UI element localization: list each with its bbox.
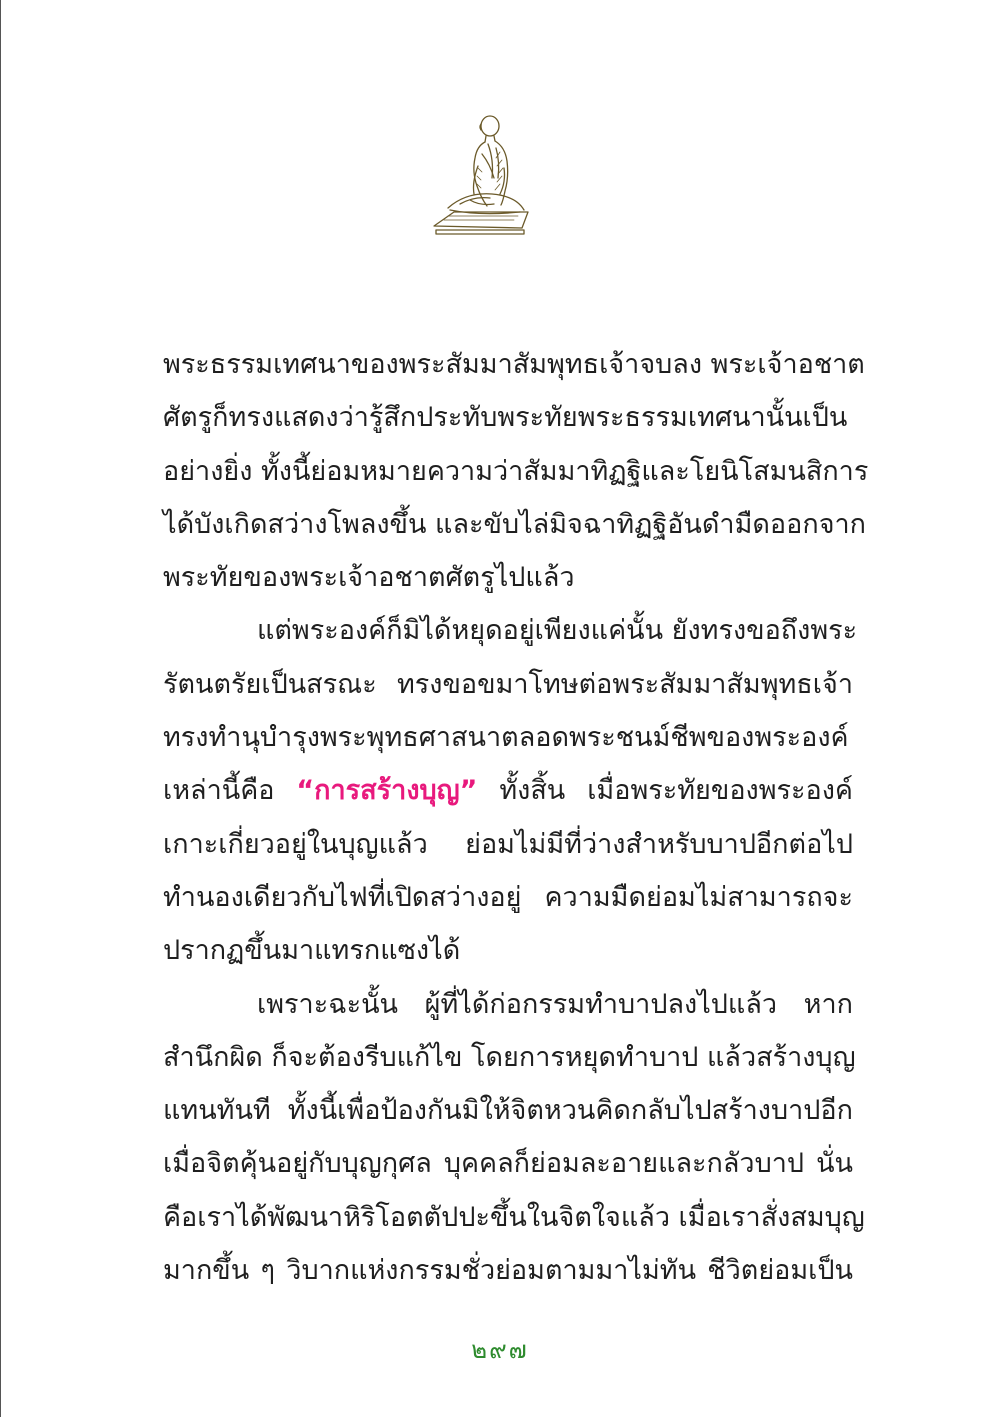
paragraph-2-line-5: เกาะเกี่ยวอยู่ในบุญแล้ว ย่อมไม่มีที่ว่างสำหรับบาปอีกต่อไป [163, 828, 853, 860]
paragraph-2-line-1: แต่พระองค์ก็มิได้หยุดอยู่เพียงแค่นั้น ยังทรงขอถึงพระ [257, 615, 858, 647]
paragraph-3-line-2: สำนึกผิด ก็จะต้องรีบแก้ไข โดยการหยุดทำบาป แล้วสร้างบุญ [163, 1041, 856, 1073]
line-text-before-highlight: เหล่านี้คือ [163, 775, 297, 807]
paragraph-3-line-4: เมื่อจิตคุ้นอยู่กับบุญกุศล บุคคลก็ย่อมละอายและกลัวบาป นั่น [163, 1148, 853, 1180]
paragraph-2-line-2: รัตนตรัยเป็นสรณะ ทรงขอขมาโทษต่อพระสัมมาสัมพุทธเจ้า [163, 668, 853, 700]
paragraph-3-line-6: มากขึ้น ๆ วิบากแห่งกรรมชั่วย่อมตามมาไม่ทัน ชีวิตย่อมเป็น [163, 1255, 853, 1287]
highlighted-phrase: “การสร้างบุญ” [296, 775, 478, 807]
paragraph-2-line-7: ปรากฏขึ้นมาแทรกแซงได้ [163, 935, 461, 967]
paragraph-2-line-4 [163, 764, 853, 817]
paragraph-2-line-6: ทำนองเดียวกับไฟที่เปิดสว่างอยู่ ความมืดย่อมไม่สามารถจะ [163, 881, 853, 913]
paragraph-1-line-2: ศัตรูก็ทรงแสดงว่ารู้สึกประทับพระทัยพระธรรมเทศนานั้นเป็น [163, 402, 848, 434]
paragraph-1-line-3: อย่างยิ่ง ทั้งนี้ย่อมหมายความว่าสัมมาทิฏฐิและโยนิโสมนสิการ [163, 455, 869, 487]
paragraph-2-line-3: ทรงทำนุบำรุงพระพุทธศาสนาตลอดพระชนม์ชีพของพระองค์ [163, 722, 849, 754]
paragraph-1-line-1: พระธรรมเทศนาของพระสัมมาสัมพุทธเจ้าจบลง พระเจ้าอชาต [163, 349, 865, 380]
paragraph-1-line-5: พระทัยของพระเจ้าอชาตศัตรูไปแล้ว [163, 562, 575, 594]
body-text [163, 338, 869, 1297]
line-text-after-highlight: ทั้งสิ้น เมื่อพระทัยของพระองค์ [477, 775, 853, 807]
page-number: ๒๙๗ [471, 1336, 529, 1364]
paragraph-3-line-3: แทนทันที ทั้งนี้เพื่อป้องกันมิให้จิตหวนคิดกลับไปสร้างบาปอีก [163, 1095, 853, 1127]
page-edge-rule [0, 0, 1, 1417]
seated-meditating-monk-icon [420, 108, 532, 242]
paragraph-3-line-5: คือเราได้พัฒนาหิริโอตตัปปะขึ้นในจิตใจแล้ว เมื่อเราสั่งสมบุญ [163, 1201, 865, 1233]
paragraph-3-line-1: เพราะฉะนั้น ผู้ที่ได้ก่อกรรมทำบาปลงไปแล้ว หาก [257, 988, 853, 1020]
paragraph-1-line-4: ได้บังเกิดสว่างโพลงขึ้น และขับไล่มิจฉาทิฏฐิอันดำมืดออกจาก [163, 508, 867, 540]
